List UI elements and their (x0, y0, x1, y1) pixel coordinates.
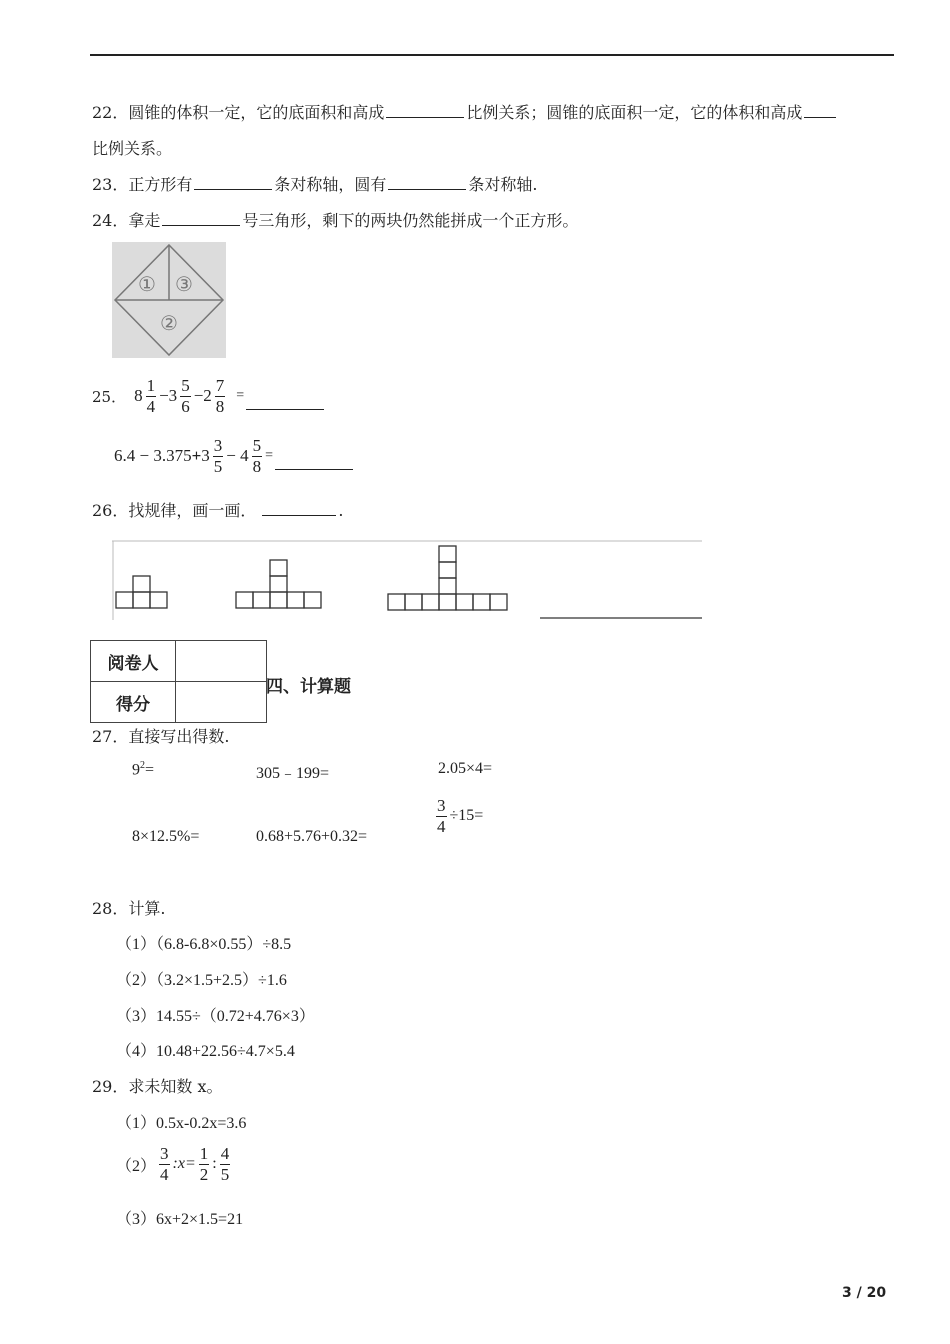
question-text: 条对称轴，圆有 (274, 175, 387, 194)
equals: = (236, 388, 245, 404)
question-text: 号三角形，剩下的两块仍然能拼成一个正方形。 (242, 211, 579, 230)
calc-item: $9^2=$ (132, 760, 155, 779)
question-number: 24． (92, 211, 129, 230)
answer-blank[interactable] (386, 103, 464, 118)
tangram-square-figure (112, 242, 226, 358)
fraction: $\frac{1}{2}$ (199, 1144, 209, 1184)
calc-item: 305﹣199= (256, 765, 330, 782)
sub-question: （2）（3.2×1.5+2.5）÷1.6 (116, 972, 287, 989)
question-number: 28． (92, 899, 129, 918)
question-text: 比例关系；圆锥的底面积一定，它的体积和高成 (466, 103, 803, 122)
whole-number: 3 (201, 446, 210, 466)
answer-blank[interactable] (262, 501, 336, 516)
sub-question: （1）（6.8-6.8×0.55）÷8.5 (116, 936, 292, 953)
question-number: 23． (92, 175, 129, 194)
calc-item (436, 796, 483, 836)
score-field[interactable] (176, 682, 267, 723)
question-25-expr-1 (92, 376, 326, 416)
question-text: 找规律，画一画． (128, 501, 257, 520)
question-text: 比例关系。 (92, 139, 173, 158)
header-rule (90, 54, 894, 56)
operator: − 4 (226, 446, 249, 466)
answer-blank[interactable] (194, 175, 272, 190)
page-number: 3 / 20 (842, 1285, 887, 1301)
expression-part: ÷15= (449, 807, 484, 825)
operator: −2 (193, 386, 212, 406)
question-text: 求未知数 x。 (128, 1077, 223, 1096)
question-26 (92, 498, 343, 521)
answer-blank[interactable] (275, 455, 353, 470)
fraction: $\frac{5}{6}$ (181, 376, 190, 416)
equals: = (265, 448, 274, 464)
reviewer-label: 阅卷人 (91, 641, 176, 682)
answer-blank[interactable] (804, 103, 836, 118)
fraction: $\frac{1}{4}$ (146, 376, 156, 416)
whole-number: 8 (134, 386, 143, 406)
triangle-label-1: ① (138, 272, 156, 296)
sub-question: （4）10.48+22.56÷4.7×5.4 (116, 1043, 295, 1060)
sub-question (116, 1144, 233, 1184)
question-number: 29． (92, 1077, 129, 1096)
question-number: 25． (92, 387, 127, 406)
punctuation: . (338, 501, 344, 520)
question-27 (92, 724, 229, 747)
expression-part: : (212, 1155, 217, 1173)
expression-part: 6.4 − 3.375 (114, 446, 192, 466)
fraction: $\frac{7}{8}$ (215, 376, 225, 416)
triangle-label-2: ② (160, 311, 178, 335)
pattern-step-2 (236, 560, 321, 608)
section-title: 四、计算题 (266, 677, 351, 697)
question-28 (92, 896, 165, 919)
pattern-step-3 (388, 546, 507, 610)
operator: −3 (159, 386, 178, 406)
fraction: $\frac{5}{8}$ (252, 436, 262, 476)
question-text: 条对称轴. (468, 175, 538, 194)
question-text: 正方形有 (128, 175, 193, 194)
answer-blank[interactable] (388, 175, 466, 190)
sub-question: （3）6x+2×1.5=21 (116, 1211, 244, 1228)
pattern-step-1 (116, 576, 167, 608)
answer-blank[interactable] (162, 211, 240, 226)
score-label: 得分 (91, 682, 176, 723)
question-number: 27． (92, 727, 129, 746)
fraction: $\frac{3}{4}$ (160, 1144, 169, 1184)
calc-item: 8×12.5%= (132, 828, 200, 845)
answer-blank[interactable] (246, 395, 324, 410)
sub-question: （3）14.55÷（0.72+4.76×3） (116, 1008, 315, 1025)
fraction: $\frac{4}{5}$ (220, 1144, 230, 1184)
question-text: 计算. (128, 899, 166, 918)
reviewer-field[interactable] (176, 641, 267, 682)
question-23 (92, 172, 538, 195)
question-text: 圆锥的体积一定，它的底面积和高成 (128, 103, 385, 122)
calc-item: 0.68+5.76+0.32= (256, 828, 368, 845)
question-25-expr-2 (114, 436, 355, 476)
question-29 (92, 1074, 223, 1097)
fraction: $\frac{3}{4}$ (437, 796, 446, 836)
question-number: 26． (92, 501, 129, 520)
fraction: $\frac{3}{5}$ (213, 436, 223, 476)
sub-question-label: （2） (116, 1157, 157, 1175)
sub-question: （1）0.5x-0.2x=3.6 (116, 1115, 247, 1132)
operator: + (191, 446, 202, 466)
pattern-figure (112, 540, 704, 622)
question-text: 拿走 (128, 211, 161, 230)
question-number: 22． (92, 103, 129, 122)
question-text: 直接写出得数. (128, 727, 230, 746)
calc-item: 2.05×4= (438, 760, 493, 777)
question-22 (92, 100, 838, 123)
question-22-cont (92, 136, 172, 159)
expression-part: :x= (172, 1155, 196, 1173)
grading-table (90, 640, 267, 723)
exponent: 2 (140, 760, 145, 771)
question-24 (92, 208, 578, 231)
triangle-label-3: ③ (175, 272, 193, 296)
